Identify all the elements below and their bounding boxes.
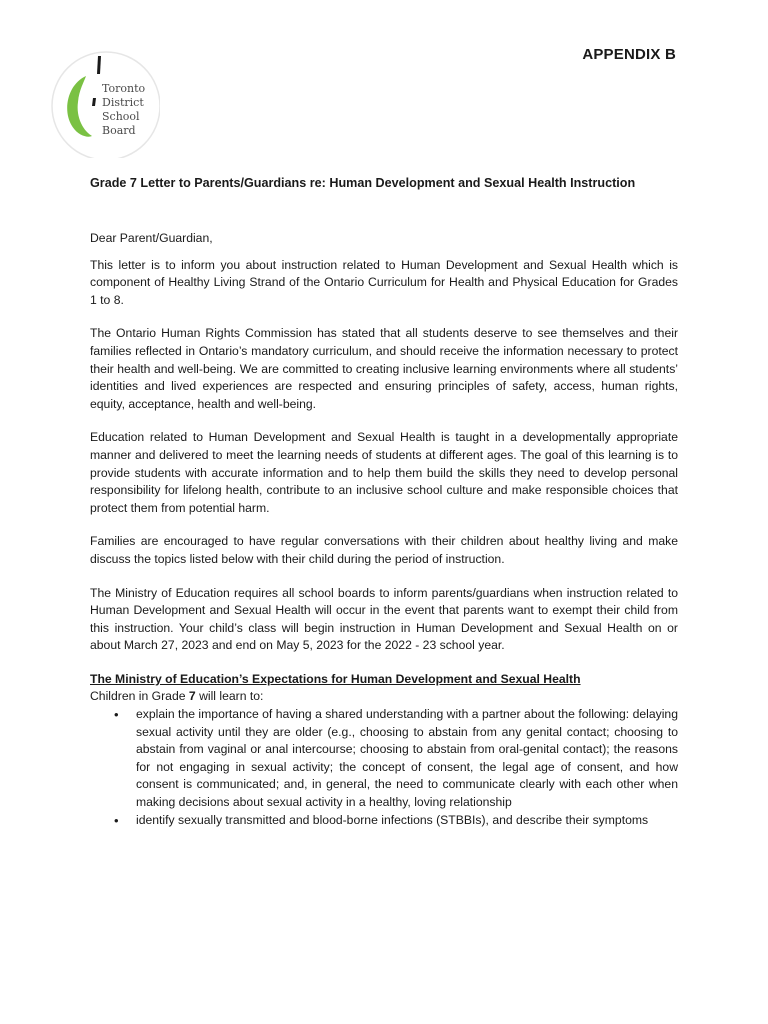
- appendix-label: APPENDIX B: [582, 46, 676, 63]
- salutation: Dear Parent/Guardian,: [90, 231, 213, 245]
- list-item: • identify sexually transmitted and blood-borne infections (STBBIs), and describe their symptoms: [136, 812, 678, 830]
- section-intro-suffix: will learn to:: [195, 689, 264, 704]
- logo-line-toronto: Toronto: [102, 82, 146, 95]
- paragraph-intro: This letter is to inform you about instruction related to Human Development and Sexual Health which is component of Healthy Living Strand of the Ontario Curriculum for Health and Physical Education for Grades 1 to 8.: [90, 257, 678, 307]
- paragraph-ministry: The Ministry of Education requires all school boards to inform parents/guardians when instruction related to Human Development and Sexual Health will occur in the event that parents want to exempt their child from this instruction. Your child’s class will begin instruction in Human Development and Sexual Health on or about March 27, 2023 and end on May 5, 2023 for the 2022 - 23 school year.: [90, 585, 678, 653]
- tdsb-logo-graphic: [46, 50, 160, 158]
- paragraph-education: Education related to Human Development and Sexual Health is taught in a developmentally appropriate manner and delivered to meet the learning needs of students at different ages. The goal of this learning is to provide students with accurate information and to help them build the skills they need to develop personal responsibility for lifelong health, contribute to an inclusive school culture and make responsible choices that protect them from potential harm.: [90, 430, 678, 515]
- logo-line-board: Board: [102, 124, 136, 137]
- letter-body: [90, 230, 678, 829]
- tdsb-logo: [46, 50, 160, 158]
- letter-title: Grade 7 Letter to Parents/Guardians re: Human Development and Sexual Health Instruction: [90, 176, 636, 190]
- paragraph-human-rights: The Ontario Human Rights Commission has stated that all students deserve to see themselves and their families reflected in Ontario’s mandatory curriculum, and should receive the information necessary to protect their health and well-being. We are committed to creating inclusive learning environments where all students’ identities and lived experiences are respected and ensuring principles of safety, access, human rights, equity, acceptance, health and well-being.: [90, 326, 678, 411]
- paragraph-families: Families are encouraged to have regular conversations with their children about healthy living and make discuss the topics listed below with their child during the period of instruction.: [90, 534, 678, 566]
- grade-number: 7: [188, 689, 196, 704]
- logo-line-district: District: [102, 96, 144, 109]
- section-intro-prefix: Children in Grade: [90, 689, 189, 704]
- logo-line-school: School: [102, 110, 140, 123]
- list-item: • explain the importance of having a shared understanding with a partner about the following: delaying sexual activity until they are older (e.g., choosing to abstain from any genital contact; choosing to abstain from vaginal or anal intercourse; choosing to abstain from oral-genital contact); the reasons for not engaging in sexual activity; the concept of consent, the legal age of consent, and how consent is communicated; and, in general, the need to communicate clearly with each other when making decisions about sexual activity in a healthy, loving relationship: [136, 706, 678, 812]
- section-heading: The Ministry of Education’s Expectations for Human Development and Sexual Health: [90, 671, 581, 686]
- section-intro: [90, 688, 678, 706]
- expectations-list: [90, 706, 678, 829]
